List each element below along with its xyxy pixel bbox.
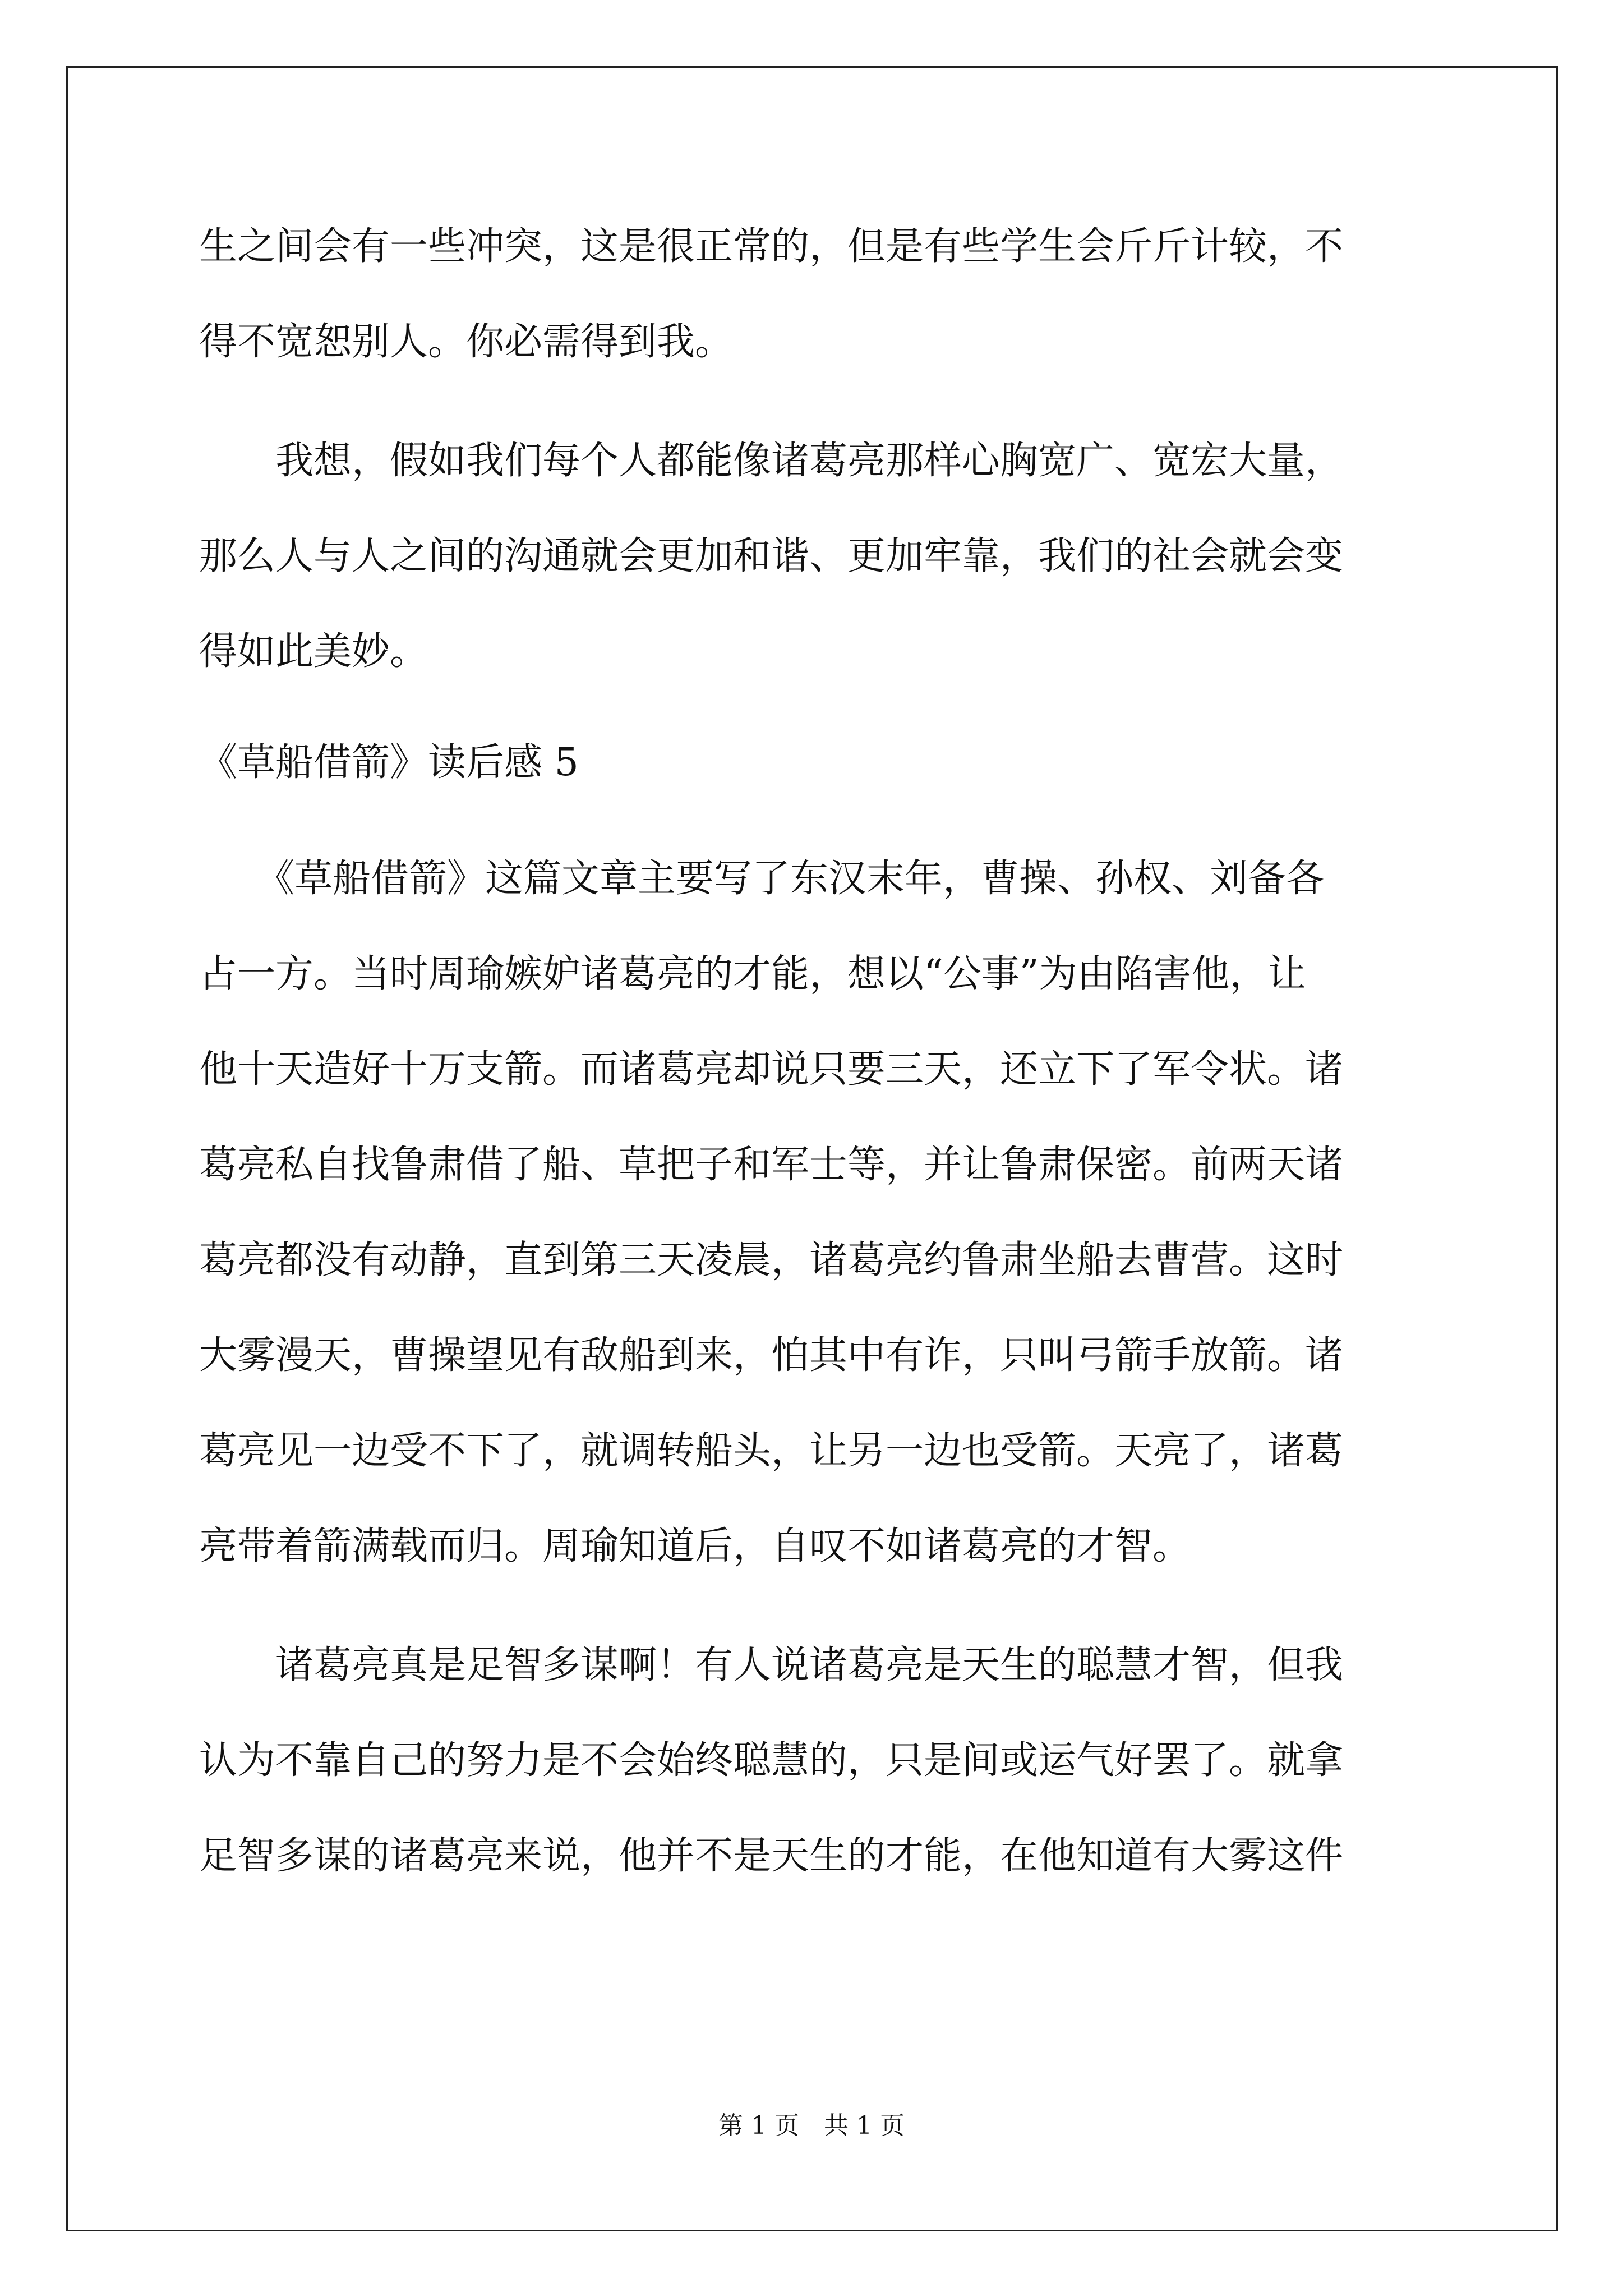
text-line: 得不宽恕别人。你必需得到我。 [199,320,734,364]
text-line: 认为不靠自己的努力是不会始终聪慧的，只是间或运气好罢了。就拿 [199,1738,1344,1783]
text-line: 亮带着箭满载而归。周瑜知道后，自叹不如诸葛亮的才智。 [199,1524,1191,1568]
text-line: 得如此美妙。 [199,629,428,674]
text-line: 《草船借箭》这篇文章主要写了东汉末年，曹操、孙权、刘备各 [199,857,1325,901]
text-line: 诸葛亮真是足智多谋啊！有人说诸葛亮是天生的聪慧才智，但我 [199,1643,1344,1687]
section-heading: 《草船借箭》读后感 5 [199,740,579,785]
text-line: 葛亮都没有动静，直到第三天凌晨，诸葛亮约鲁肃坐船去曹营。这时 [199,1238,1344,1282]
text-line: 足智多谋的诸葛亮来说，他并不是天生的才能，在他知道有大雾这件 [199,1834,1344,1878]
text-line: 葛亮私自找鲁肃借了船、草把子和军士等，并让鲁肃保密。前两天诸 [199,1143,1344,1187]
text-line: 葛亮见一边受不下了，就调转船头，让另一边也受箭。天亮了，诸葛 [199,1429,1344,1473]
text-line: 我想，假如我们每个人都能像诸葛亮那样心胸宽广、宽宏大量， [199,439,1344,483]
page-footer: 第 1 页 共 1 页 [718,2111,905,2140]
text-line: 占一方。当时周瑜嫉妒诸葛亮的才能，想以“公事”为由陷害他，让 [199,952,1306,996]
text-line: 生之间会有一些冲突，这是很正常的，但是有些学生会斤斤计较，不 [199,224,1344,269]
text-line: 那么人与人之间的沟通就会更加和谐、更加牢靠，我们的社会就会变 [199,534,1344,578]
text-line: 大雾漫天，曹操望见有敌船到来，怕其中有诈，只叫弓箭手放箭。诸 [199,1333,1344,1378]
text-line: 他十天造好十万支箭。而诸葛亮却说只要三天，还立下了军令状。诸 [199,1047,1344,1092]
